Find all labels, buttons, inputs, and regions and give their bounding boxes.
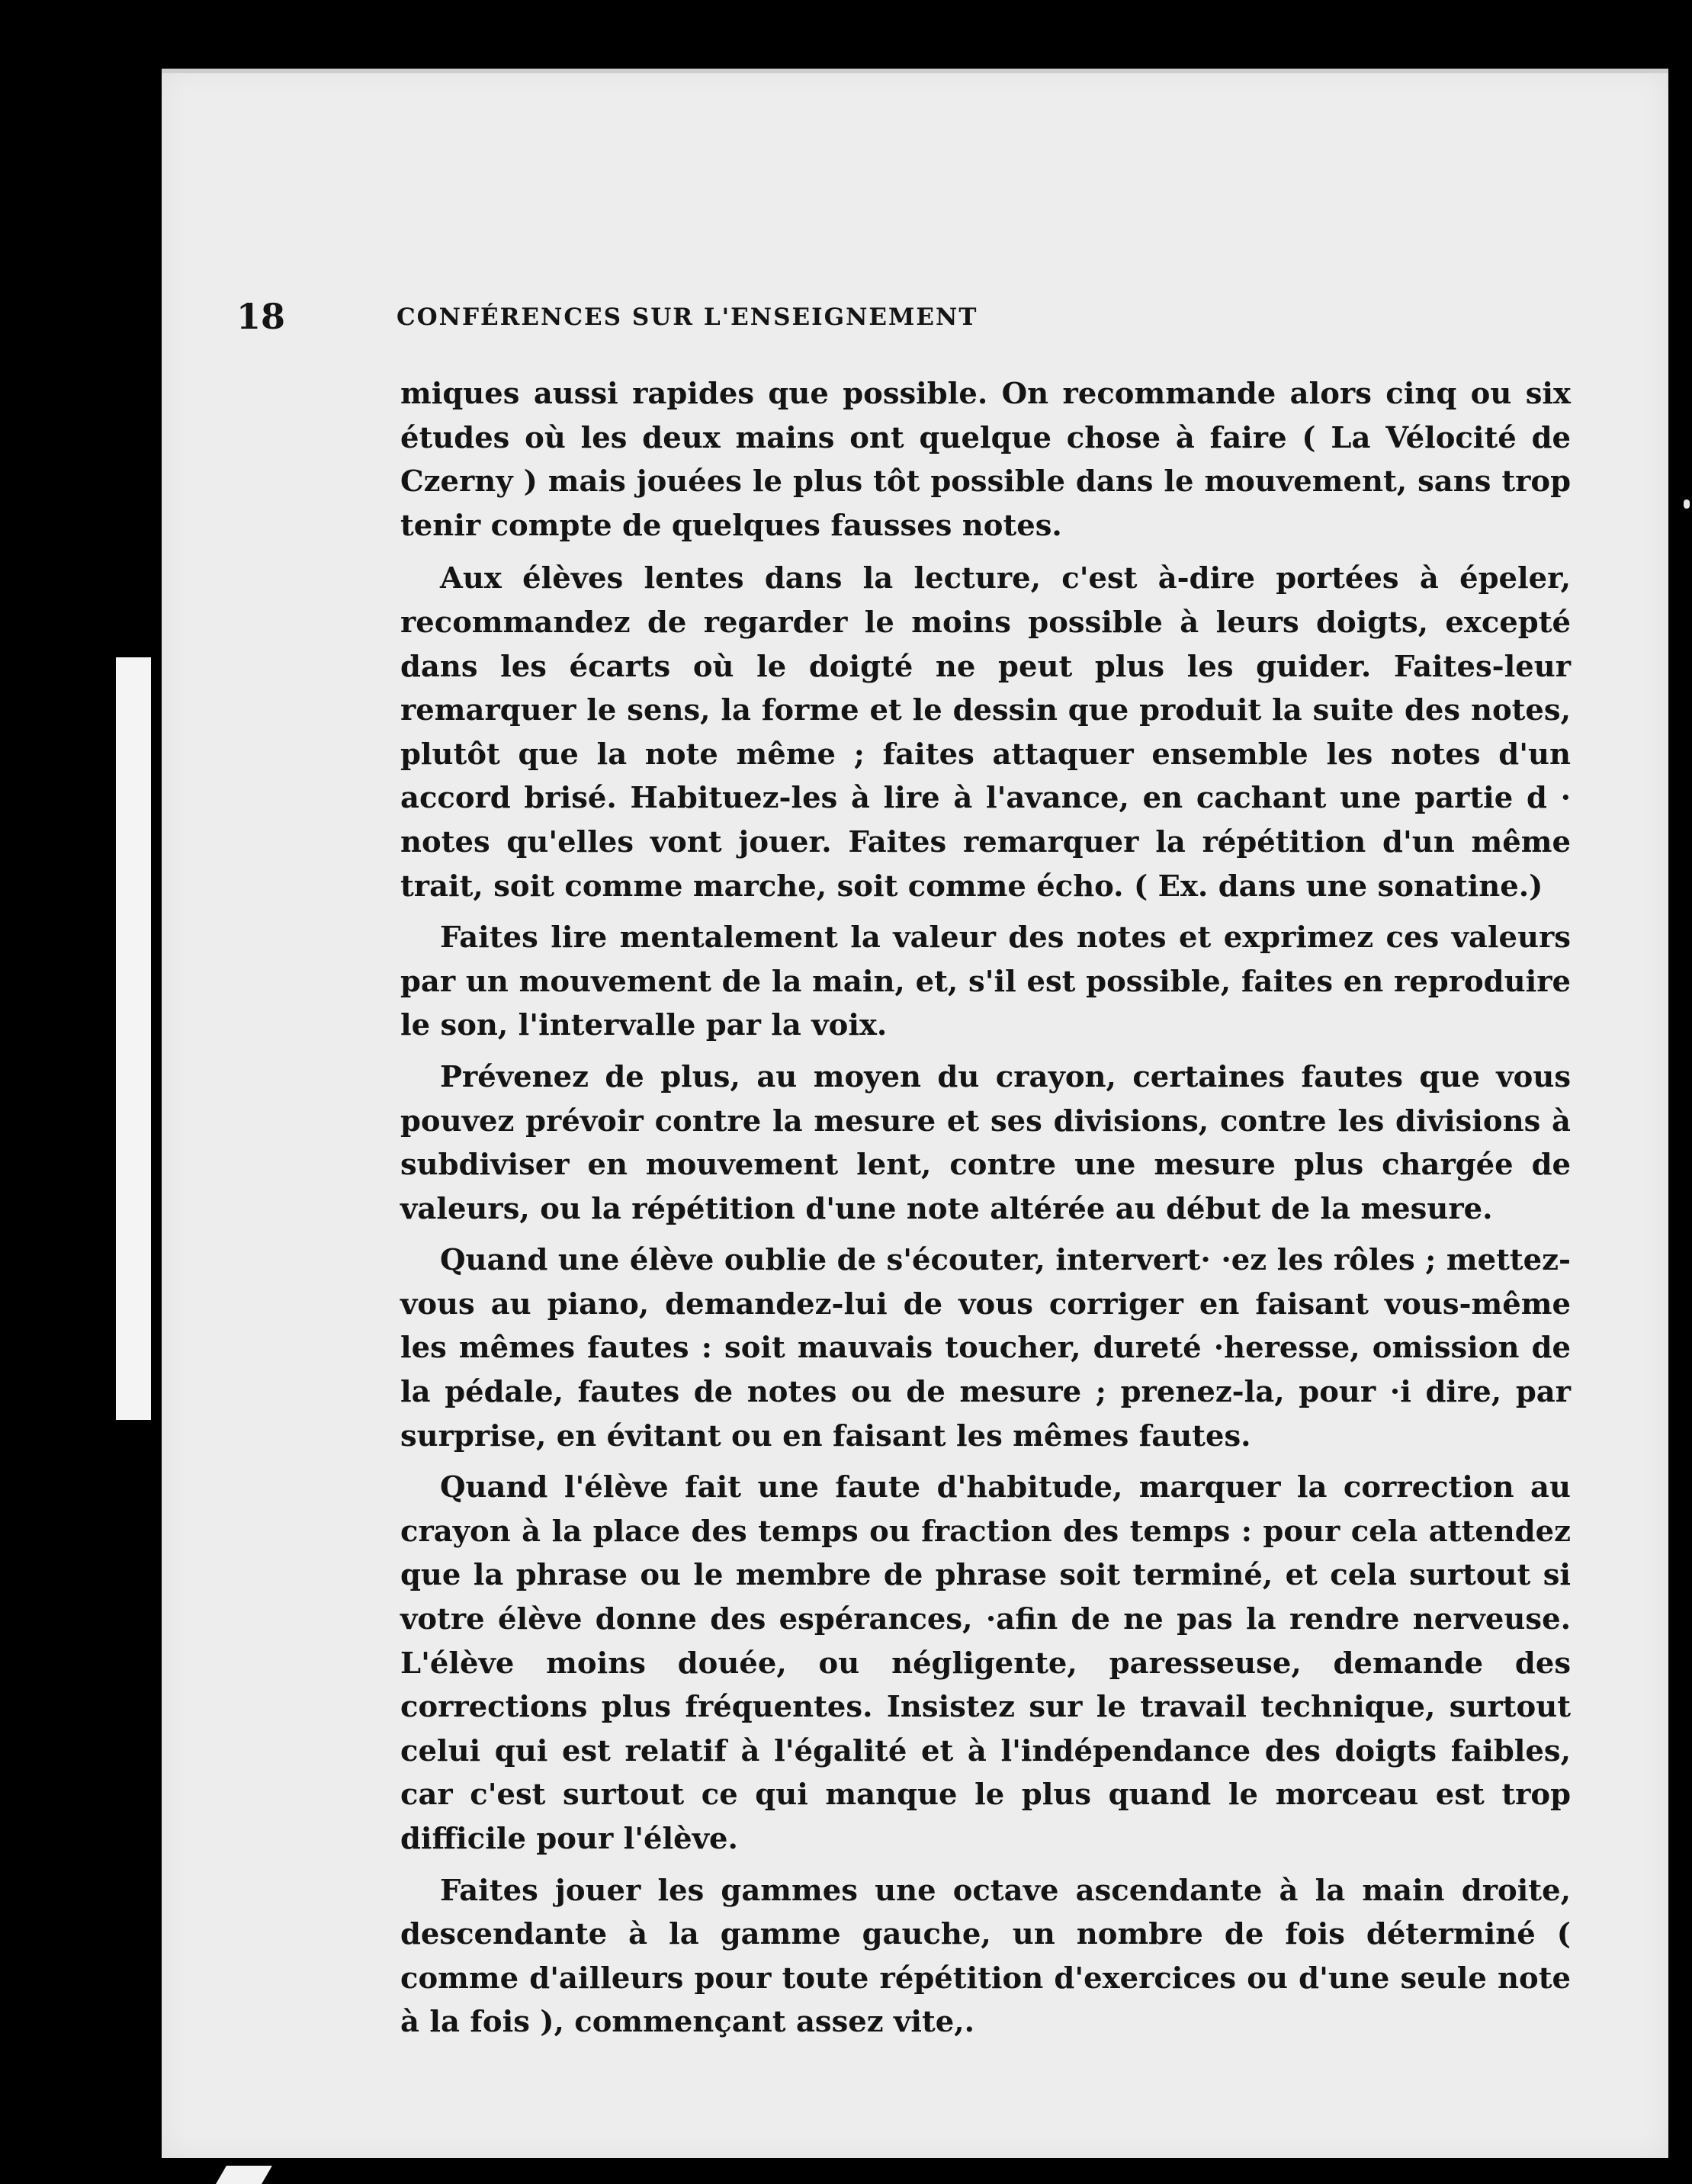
page-top-edge <box>162 69 1668 73</box>
paragraph-5: Quand une élève oublie de s'écouter, intervert· ·ez les rôles ; mettez-vous au piano, demandez-lui de vous corriger en faisant vous-même les mêmes fautes : soit mauvais toucher, dureté ·heresse, omission de la pédale, fautes de notes ou de mesure ; prenez-la, pour ·i dire, par surprise, en évitant ou en faisant les mêmes fautes. <box>400 1243 1571 1453</box>
scan-speck <box>1684 499 1690 509</box>
scan-edge-strip <box>116 657 151 1420</box>
paragraph-1: miques aussi rapides que possible. On recommande alors cinq ou six études où les deux mains ont quelque chose à faire ( La Vélocité de Czerny ) mais jouées le plus tôt possible dans le mouvement, sans trop tenir compte de quelques fausses notes. <box>400 377 1571 543</box>
body-text <box>400 372 1571 2052</box>
page-number: 18 <box>236 296 286 337</box>
paragraph-7: Faites jouer les gammes une octave ascendante à la main droite, descendante à la gamme gauche, un nombre de fois déterminé ( comme d'ailleurs pour toute répétition d'exercices ou d'une seule note à la fois ), commençant assez vite,. <box>400 1873 1571 2040</box>
paragraph-6: Quand l'élève fait une faute d'habitude, marquer la correction au crayon à la place des temps ou fraction des temps : pour cela attendez que la phrase ou le membre de phrase soit terminé, et cela surtout si votre élève donne des espérances, ·afin de ne pas la rendre nerveuse. L'élève moins douée, ou négligente, paresseuse, demande des corrections plus fréquentes. Insistez sur le travail technique, surtout celui qui est relatif à l'égalité et à l'indépendance des doigts faibles, car c'est surtout ce qui manque le plus quand le morceau est trop difficile pour l'élève. <box>400 1470 1571 1856</box>
paragraph-4: Prévenez de plus, au moyen du crayon, certaines fautes que vous pouvez prévoir contre la mesure et ses divisions, contre les divisions à subdiviser en mouvement lent, contre une mesure plus chargée de valeurs, ou la répétition d'une note altérée au début de la mesure. <box>400 1059 1571 1226</box>
page-corner <box>216 2166 272 2184</box>
paragraph-3: Faites lire mentalement la valeur des notes et exprimez ces valeurs par un mouvement de la main, et, s'il est possible, faites en reproduire le son, l'intervalle par la voix. <box>400 920 1571 1043</box>
paragraph-2: Aux élèves lentes dans la lecture, c'est à-dire portées à épeler, recommandez de regarder le moins possible à leurs doigts, excepté dans les écarts où le doigté ne peut plus les guider. Faites-leur remarquer le sens, la forme et le dessin que produit la suite des notes, plutôt que la note même ; faites attaquer ensemble les notes d'un accord brisé. Habituez-les à lire à l'avance, en cachant une partie d · notes qu'elles vont jouer. Faites remarquer la répétition d'un même trait, soit comme marche, soit comme écho. ( Ex. dans une sonatine.) <box>400 561 1571 904</box>
page-header <box>236 296 1571 342</box>
running-title: CONFÉRENCES SUR L'ENSEIGNEMENT <box>397 304 978 331</box>
